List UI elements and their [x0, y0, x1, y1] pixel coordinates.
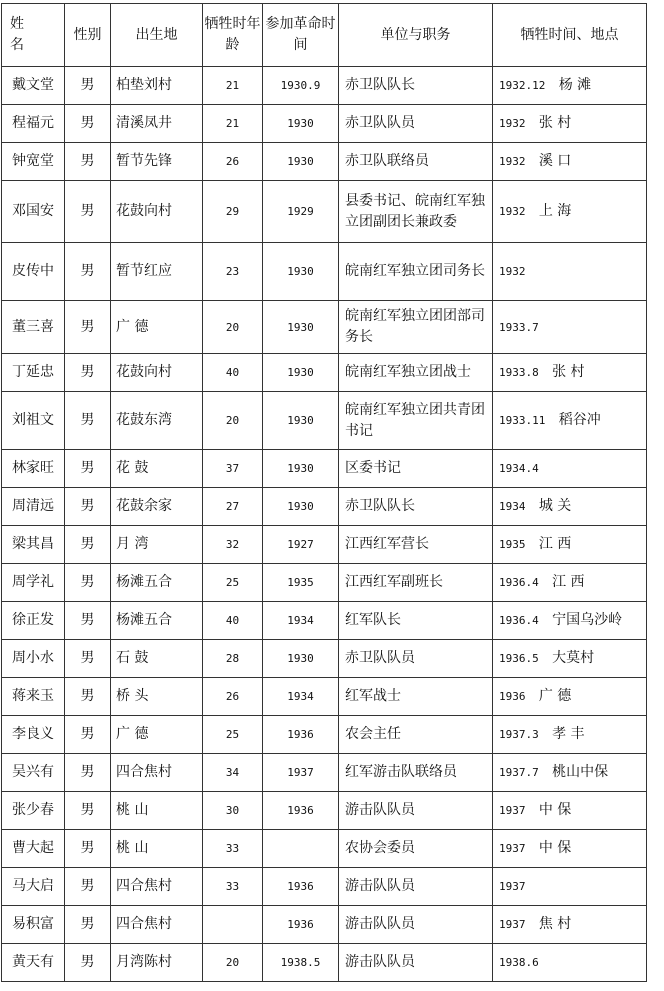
header-name: 姓 名 [2, 4, 65, 67]
cell-join-time: 1930 [263, 301, 339, 354]
cell-birthplace: 清溪凤井 [111, 105, 203, 143]
cell-join-time: 1930 [263, 450, 339, 488]
cell-age: 21 [203, 105, 263, 143]
cell-age: 23 [203, 243, 263, 301]
cell-sex: 男 [65, 105, 111, 143]
cell-position: 皖南红军独立团司务长 [339, 243, 493, 301]
cell-join-time: 1929 [263, 181, 339, 243]
cell-position: 皖南红军独立团团部司务长 [339, 301, 493, 354]
table-body [2, 67, 647, 982]
cell-sex: 男 [65, 450, 111, 488]
header-death: 牺牲时间、地点 [493, 4, 647, 67]
cell-death [493, 181, 647, 243]
death-date: 1936.5 [499, 652, 539, 665]
cell-join-time: 1936 [263, 716, 339, 754]
cell-death [493, 944, 647, 982]
death-location: 城 关 [538, 498, 572, 514]
cell-age: 28 [203, 640, 263, 678]
cell-join-time: 1934 [263, 678, 339, 716]
cell-sex: 男 [65, 944, 111, 982]
death-location: 稻谷冲 [558, 412, 601, 428]
cell-age: 20 [203, 944, 263, 982]
cell-name: 程福元 [2, 105, 65, 143]
cell-birthplace: 桃 山 [111, 792, 203, 830]
cell-death [493, 450, 647, 488]
cell-birthplace: 桥 头 [111, 678, 203, 716]
cell-birthplace: 花鼓东湾 [111, 392, 203, 450]
death-location: 宁国乌沙岭 [552, 612, 623, 628]
cell-sex: 男 [65, 243, 111, 301]
cell-age: 20 [203, 392, 263, 450]
death-location: 江 西 [552, 574, 585, 590]
cell-name: 邓国安 [2, 181, 65, 243]
cell-birthplace: 四合焦村 [111, 868, 203, 906]
cell-sex: 男 [65, 678, 111, 716]
cell-age: 26 [203, 143, 263, 181]
cell-position: 农会主任 [339, 716, 493, 754]
cell-birthplace: 暂节先锋 [111, 143, 203, 181]
table-row [2, 67, 647, 105]
death-location: 中 保 [538, 802, 572, 818]
death-date: 1937 [499, 842, 526, 855]
cell-sex: 男 [65, 392, 111, 450]
cell-join-time: 1930 [263, 488, 339, 526]
death-date: 1934 [499, 500, 526, 513]
cell-death [493, 354, 647, 392]
death-date: 1933.11 [499, 414, 546, 427]
cell-name: 梁其昌 [2, 526, 65, 564]
cell-join-time: 1935 [263, 564, 339, 602]
cell-position: 江西红军副班长 [339, 564, 493, 602]
cell-sex: 男 [65, 67, 111, 105]
cell-join-time: 1930 [263, 640, 339, 678]
cell-name: 周小水 [2, 640, 65, 678]
cell-death [493, 243, 647, 301]
cell-birthplace: 柏垫刘村 [111, 67, 203, 105]
cell-position: 县委书记、皖南红军独立团副团长兼政委 [339, 181, 493, 243]
cell-age: 32 [203, 526, 263, 564]
header-join-time: 参加革命时间 [263, 4, 339, 67]
table-row [2, 754, 647, 792]
cell-death [493, 716, 647, 754]
table-row [2, 716, 647, 754]
table-row [2, 792, 647, 830]
death-date: 1935 [499, 538, 526, 551]
cell-birthplace: 月湾陈村 [111, 944, 203, 982]
table-row [2, 354, 647, 392]
cell-age: 25 [203, 564, 263, 602]
cell-name: 马大启 [2, 868, 65, 906]
cell-death [493, 602, 647, 640]
cell-name: 张少春 [2, 792, 65, 830]
header-position: 单位与职务 [339, 4, 493, 67]
cell-sex: 男 [65, 640, 111, 678]
cell-position: 游击队队员 [339, 868, 493, 906]
cell-name: 蒋来玉 [2, 678, 65, 716]
cell-position: 赤卫队队长 [339, 488, 493, 526]
cell-position: 皖南红军独立团战士 [339, 354, 493, 392]
cell-position: 游击队队员 [339, 906, 493, 944]
death-date: 1936.4 [499, 614, 539, 627]
death-location: 溪 口 [538, 153, 572, 169]
death-date: 1938.6 [499, 956, 539, 969]
death-location: 张 村 [538, 115, 572, 131]
death-date: 1933.7 [499, 320, 539, 334]
cell-age: 26 [203, 678, 263, 716]
cell-death [493, 564, 647, 602]
cell-position: 皖南红军独立团共青团书记 [339, 392, 493, 450]
table-row [2, 143, 647, 181]
cell-death [493, 868, 647, 906]
table-row [2, 564, 647, 602]
cell-sex: 男 [65, 716, 111, 754]
cell-position: 区委书记 [339, 450, 493, 488]
cell-age: 37 [203, 450, 263, 488]
cell-join-time: 1930 [263, 354, 339, 392]
death-location: 广 德 [538, 688, 572, 704]
cell-death [493, 143, 647, 181]
death-date: 1937 [499, 804, 526, 817]
table-row [2, 640, 647, 678]
cell-age: 40 [203, 354, 263, 392]
cell-position: 赤卫队联络员 [339, 143, 493, 181]
cell-age [203, 906, 263, 944]
death-location: 杨 滩 [558, 77, 592, 93]
cell-death [493, 301, 647, 354]
cell-join-time: 1937 [263, 754, 339, 792]
cell-position: 红军队长 [339, 602, 493, 640]
header-sex: 性别 [65, 4, 111, 67]
cell-join-time: 1930 [263, 243, 339, 301]
cell-birthplace: 花鼓向村 [111, 354, 203, 392]
cell-sex: 男 [65, 564, 111, 602]
death-location: 张 村 [552, 364, 585, 380]
cell-birthplace: 暂节红应 [111, 243, 203, 301]
cell-age: 21 [203, 67, 263, 105]
cell-position: 游击队队员 [339, 944, 493, 982]
cell-name: 戴文堂 [2, 67, 65, 105]
cell-age: 33 [203, 830, 263, 868]
cell-birthplace: 月 湾 [111, 526, 203, 564]
death-date: 1936.4 [499, 576, 539, 589]
cell-name: 李良义 [2, 716, 65, 754]
cell-join-time: 1930 [263, 105, 339, 143]
death-location: 孝 丰 [552, 726, 585, 742]
death-date: 1932 [499, 117, 526, 130]
cell-birthplace: 桃 山 [111, 830, 203, 868]
table-row [2, 488, 647, 526]
cell-age: 40 [203, 602, 263, 640]
cell-join-time: 1938.5 [263, 944, 339, 982]
cell-death [493, 392, 647, 450]
death-location: 中 保 [538, 840, 572, 856]
cell-sex: 男 [65, 602, 111, 640]
cell-sex: 男 [65, 830, 111, 868]
cell-position: 红军战士 [339, 678, 493, 716]
cell-join-time: 1930 [263, 143, 339, 181]
table-row [2, 944, 647, 982]
header-row [2, 4, 647, 67]
cell-name: 钟宽堂 [2, 143, 65, 181]
cell-age: 20 [203, 301, 263, 354]
cell-sex: 男 [65, 181, 111, 243]
cell-sex: 男 [65, 354, 111, 392]
martyrs-table [1, 3, 647, 982]
cell-name: 刘祖文 [2, 392, 65, 450]
cell-birthplace: 广 德 [111, 301, 203, 354]
cell-death [493, 105, 647, 143]
table-row [2, 678, 647, 716]
table-row [2, 526, 647, 564]
cell-sex: 男 [65, 906, 111, 944]
cell-death [493, 488, 647, 526]
death-date: 1937 [499, 880, 526, 893]
cell-join-time: 1927 [263, 526, 339, 564]
death-location: 焦 村 [538, 916, 572, 932]
death-date: 1934.4 [499, 462, 539, 475]
death-date: 1932.12 [499, 79, 546, 92]
table-row [2, 181, 647, 243]
cell-death [493, 830, 647, 868]
cell-age: 34 [203, 754, 263, 792]
death-date: 1933.8 [499, 366, 539, 379]
cell-birthplace: 四合焦村 [111, 754, 203, 792]
cell-age: 33 [203, 868, 263, 906]
cell-name: 曹大起 [2, 830, 65, 868]
death-date: 1932 [499, 265, 526, 278]
cell-death [493, 906, 647, 944]
table-row [2, 450, 647, 488]
cell-age: 27 [203, 488, 263, 526]
death-date: 1932 [499, 155, 526, 168]
table-row [2, 301, 647, 354]
cell-position: 赤卫队队员 [339, 105, 493, 143]
cell-position: 赤卫队队长 [339, 67, 493, 105]
cell-sex: 男 [65, 868, 111, 906]
cell-birthplace: 花鼓余家 [111, 488, 203, 526]
cell-sex: 男 [65, 301, 111, 354]
cell-age: 29 [203, 181, 263, 243]
cell-birthplace: 杨滩五合 [111, 564, 203, 602]
cell-position: 农协会委员 [339, 830, 493, 868]
cell-age: 30 [203, 792, 263, 830]
death-date: 1937.3 [499, 728, 539, 741]
cell-name: 周学礼 [2, 564, 65, 602]
cell-age: 25 [203, 716, 263, 754]
cell-join-time: 1934 [263, 602, 339, 640]
cell-sex: 男 [65, 488, 111, 526]
cell-birthplace: 广 德 [111, 716, 203, 754]
cell-join-time: 1936 [263, 792, 339, 830]
table-row [2, 243, 647, 301]
death-location: 上 海 [538, 203, 572, 219]
cell-birthplace: 石 鼓 [111, 640, 203, 678]
header-birthplace: 出生地 [111, 4, 203, 67]
cell-birthplace: 四合焦村 [111, 906, 203, 944]
cell-position: 红军游击队联络员 [339, 754, 493, 792]
cell-death [493, 640, 647, 678]
cell-sex: 男 [65, 143, 111, 181]
cell-join-time: 1936 [263, 868, 339, 906]
cell-death [493, 792, 647, 830]
cell-name: 黄天有 [2, 944, 65, 982]
cell-position: 赤卫队队员 [339, 640, 493, 678]
cell-sex: 男 [65, 526, 111, 564]
cell-name: 董三喜 [2, 301, 65, 354]
death-date: 1932 [499, 205, 526, 218]
death-date: 1937.7 [499, 766, 539, 779]
table-row [2, 602, 647, 640]
cell-death [493, 67, 647, 105]
cell-join-time [263, 830, 339, 868]
cell-name: 皮传中 [2, 243, 65, 301]
cell-name: 林家旺 [2, 450, 65, 488]
table-row [2, 392, 647, 450]
cell-join-time: 1930 [263, 392, 339, 450]
death-date: 1936 [499, 690, 526, 703]
cell-name: 周清远 [2, 488, 65, 526]
cell-join-time: 1936 [263, 906, 339, 944]
cell-death [493, 678, 647, 716]
cell-death [493, 526, 647, 564]
table-row [2, 105, 647, 143]
table-row [2, 868, 647, 906]
table-row [2, 906, 647, 944]
cell-birthplace: 花鼓向村 [111, 181, 203, 243]
cell-sex: 男 [65, 792, 111, 830]
cell-join-time: 1930.9 [263, 67, 339, 105]
cell-name: 吴兴有 [2, 754, 65, 792]
header-age: 牺牲时年龄 [203, 4, 263, 67]
cell-birthplace: 杨滩五合 [111, 602, 203, 640]
death-location: 江 西 [538, 536, 572, 552]
cell-sex: 男 [65, 754, 111, 792]
cell-position: 游击队队员 [339, 792, 493, 830]
table-row [2, 830, 647, 868]
death-date: 1937 [499, 918, 526, 931]
cell-name: 徐正发 [2, 602, 65, 640]
cell-position: 江西红军营长 [339, 526, 493, 564]
cell-name: 丁延忠 [2, 354, 65, 392]
cell-birthplace: 花 鼓 [111, 450, 203, 488]
death-location: 大莫村 [552, 650, 595, 666]
cell-death [493, 754, 647, 792]
death-location: 桃山中保 [552, 764, 609, 780]
cell-name: 易积富 [2, 906, 65, 944]
